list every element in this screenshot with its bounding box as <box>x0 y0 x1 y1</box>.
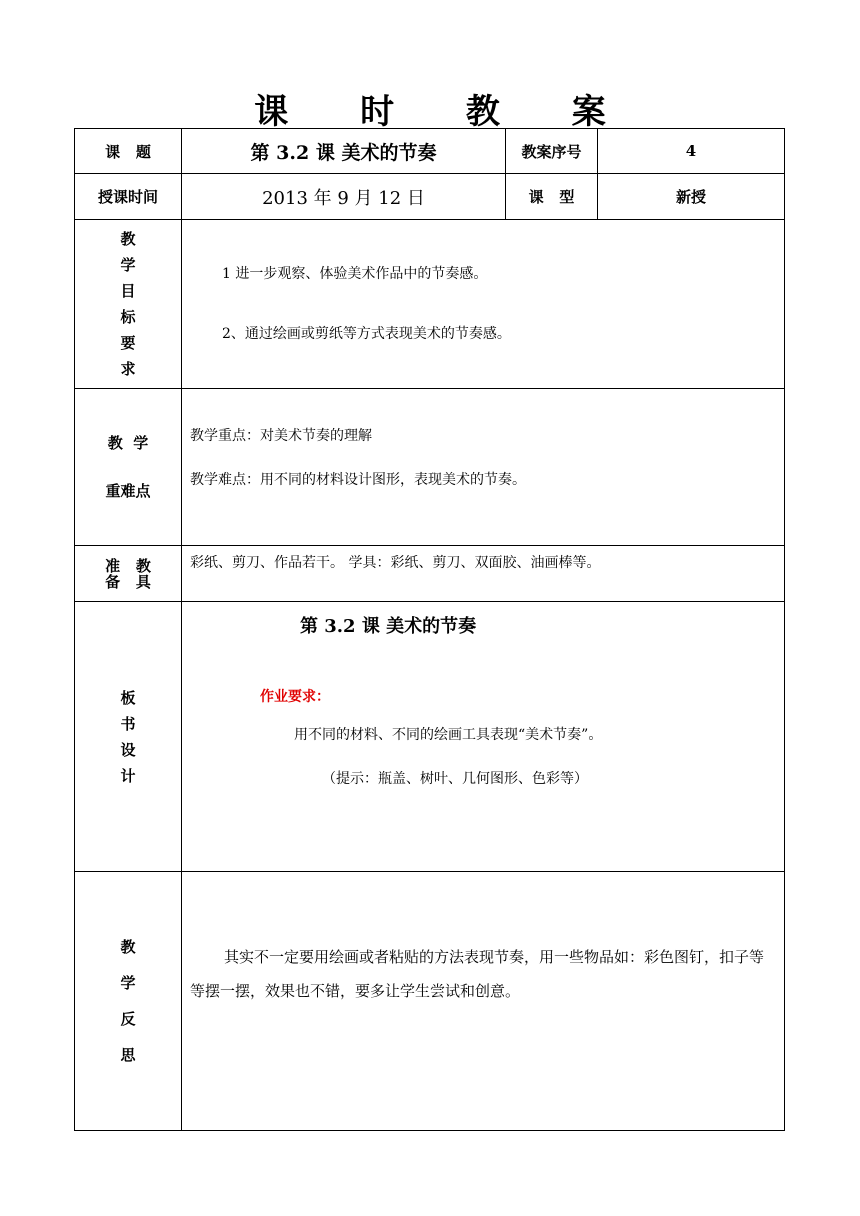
row-keypoints <box>75 389 785 546</box>
row-prep <box>75 546 785 602</box>
objectives-label: 教 学 目 标 要 求 <box>75 220 182 389</box>
objectives-content <box>182 220 785 389</box>
row-time <box>75 174 785 220</box>
page-title: 课 时 教 案 <box>254 92 636 132</box>
board-label: 板 书 设 计 <box>75 602 182 872</box>
time-label: 授课时间 <box>75 174 182 220</box>
reflection-content: 其实不一定要用绘画或者粘贴的方法表现节奏，用一些物品如：彩色图钉，扣子等等摆一摆，效果也不错，要多让学生尝试和创意。 <box>182 872 785 1131</box>
sequence-label: 教案序号 <box>506 129 598 174</box>
keypoints-content <box>182 389 785 546</box>
row-objectives <box>75 220 785 389</box>
homework-hint: （提示：瓶盖、树叶、几何图形、色彩等） <box>322 771 588 787</box>
objective-item: 1 进一步观察、体验美术作品中的节奏感。 <box>222 266 488 282</box>
board-heading: 第 3.2 课 美术的节奏 <box>300 616 477 637</box>
homework-text: 用不同的材料、不同的绘画工具表现“美术节奏”。 <box>294 727 603 743</box>
topic-label: 课 题 <box>75 129 182 174</box>
row-topic <box>75 129 785 174</box>
prep-label: 准 教 备 具 <box>75 546 182 602</box>
type-label: 课 型 <box>506 174 598 220</box>
prep-content: 彩纸、剪刀、作品若干。 学具：彩纸、剪刀、双面胶、油画棒等。 <box>182 546 785 602</box>
key-difficulty: 教学难点：用不同的材料设计图形，表现美术的节奏。 <box>190 472 526 488</box>
row-reflection <box>75 872 785 1131</box>
board-content <box>182 602 785 872</box>
homework-label: 作业要求： <box>260 689 330 705</box>
key-focus: 教学重点：对美术节奏的理解 <box>190 428 372 444</box>
type-value: 新授 <box>598 174 785 220</box>
topic-value: 第 3.2 课 美术的节奏 <box>182 129 506 174</box>
reflection-label: 教 学 反 思 <box>75 872 182 1131</box>
row-board <box>75 602 785 872</box>
keypoints-label: 教 学 重难点 <box>75 389 182 546</box>
time-value: 2013 年 9 月 12 日 <box>182 174 506 220</box>
lesson-plan-table <box>74 128 785 1131</box>
objective-item: 2、通过绘画或剪纸等方式表现美术的节奏感。 <box>222 326 511 342</box>
sequence-value: 4 <box>598 129 785 174</box>
